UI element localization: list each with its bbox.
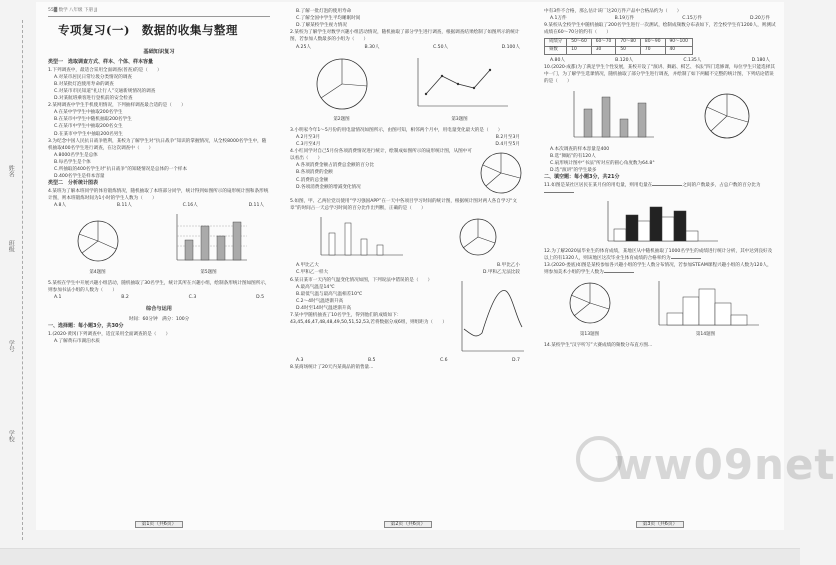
option: D.100人 xyxy=(501,44,520,50)
viewer-bottom-bar xyxy=(0,548,800,565)
type-heading: 类型二 分析统计图表 xyxy=(48,180,99,187)
option-row xyxy=(290,357,526,364)
question-with-figure xyxy=(290,148,526,198)
histogram xyxy=(600,199,720,245)
option: D.对某航班乘客进行登机前的安全检查 xyxy=(54,96,133,102)
table-row: 频数 10 30 50 70 40 xyxy=(545,47,693,55)
option: B.30人 xyxy=(364,44,380,50)
figure xyxy=(560,279,620,339)
question: 10.(2020·成都)为了满足学生个性发展，某校开设了“演讲、舞蹈、棋艺、书法”四门选修课，每位学生只能选择其中一门，为了解学生选课情况，随机抽取了部分学生进行调查，并绘制了如下两幅不完整的统计图，下列结论错误的是（ ） xyxy=(544,65,775,85)
option: D.在某市中学生中抽取200名男生 xyxy=(54,131,123,137)
type-heading: 二、填空题：每小题3分，共21分 xyxy=(544,173,620,180)
figure-row xyxy=(290,54,526,124)
page-footer: 第1页（共6页） xyxy=(48,521,270,528)
option: D.180人 xyxy=(751,58,770,64)
page-title: 专项复习(一) 数据的收集与整理 xyxy=(58,22,238,37)
figure-row xyxy=(48,212,270,276)
option: C.135人 xyxy=(683,58,702,64)
question: 中有3件不合格，那么估计该厂这20万件产品中合格品约为（ ） xyxy=(544,9,682,14)
figure-caption: 第3题图 xyxy=(451,116,468,122)
question: 8.某商场统计了20天内某商品的销售量... xyxy=(290,364,374,370)
option: A.2月至3月 xyxy=(296,134,321,140)
option: B.11人 xyxy=(116,203,132,209)
option: D.甲和乙无法比较 xyxy=(482,270,520,276)
option: A.1 xyxy=(54,294,62,300)
option: C.了解全国中学生平均睡眠时间 xyxy=(296,16,361,22)
figure xyxy=(307,54,377,124)
figure-row xyxy=(290,215,526,259)
pie-chart xyxy=(70,216,126,266)
option: D.各项消费金额的增减变化情况 xyxy=(296,184,361,190)
option-row xyxy=(290,141,526,148)
option: C.16人 xyxy=(182,203,198,209)
option: A.甲比乙大 xyxy=(296,263,319,269)
question: 1.下列调查中，最适合采用全面调查(普查)的是（ ） xyxy=(48,67,162,73)
cut-line xyxy=(22,20,23,540)
pie-chart xyxy=(476,148,526,198)
option: C.50人 xyxy=(433,44,449,50)
option: C.3 xyxy=(188,294,197,300)
type-heading: 类型一 选取调查方式、样本、个体、样本容量 xyxy=(48,58,154,65)
bar-chart xyxy=(566,89,656,143)
question: 3.为纪念中国人民抗日战争胜利，某校为了解学生对“抗日战争”知识的掌握情况，从全校8000名学生中，随机抽取400名学生进行调查，在这次调查中（ ） xyxy=(48,138,267,151)
figure-row xyxy=(544,279,776,339)
question: 1.(2020·黄冈)下列调查中，适宜采用全面调查的是（ ） xyxy=(48,331,171,337)
question: 4.某班为了解本班同学的体育锻炼情况，随机抽取了本班部分同学，统计得到如图所示的扇形统计图和条形统计图，则本班锻炼时间为1小时的学生人数为（ ） xyxy=(48,189,269,202)
option: C.3月至4月 xyxy=(296,141,321,147)
school-label: 学校 xyxy=(7,430,15,442)
option: D.400名学生是样本容量 xyxy=(54,174,105,180)
option: C.扇形统计图中“书法”所对应的圆心角度数为64.8° xyxy=(550,160,655,166)
figure-caption: 第13题图 xyxy=(579,332,600,338)
option: B.选“舞蹈”的有120人 xyxy=(550,153,596,159)
pie-chart xyxy=(700,89,754,143)
question: 9.某校从全校学生中随机抽取了200名学生进行一次测试，绘制成频数分布表如下，若全校学生有1200人，则测试成绩在60～70分的约有（ ） xyxy=(544,23,776,36)
frequency-table xyxy=(544,38,693,55)
option: C.所抽取的400名学生对“抗日战争”的知晓情况是总体的一个样本 xyxy=(54,167,188,173)
option-row xyxy=(544,15,776,22)
option: D.了解某校学生视力情况 xyxy=(296,23,347,29)
option: B.每名学生是个体 xyxy=(54,160,91,166)
option-row xyxy=(290,134,526,141)
option: C.2～4时气温逐渐升高 xyxy=(296,298,344,304)
option: B.120人 xyxy=(615,58,634,64)
option-row xyxy=(48,202,270,209)
option-row xyxy=(290,262,526,269)
type-heading: 一、选择题：每小题3分，共30分 xyxy=(48,323,124,329)
question-with-figure xyxy=(290,277,526,357)
question: 6.某日某市一天内的气温变化情况如图，下列说法中错误的是（ ） xyxy=(290,277,433,283)
figure xyxy=(70,216,126,276)
figure-row xyxy=(544,199,776,245)
line-chart xyxy=(410,54,510,114)
page-1-column xyxy=(48,8,270,528)
watermark: ww09net xyxy=(614,440,836,489)
section-heading: 基础知识复习 xyxy=(143,48,175,55)
figure-caption: 第14题图 xyxy=(695,332,716,338)
question: 14.某校学生“汉字听写”大赛成绩的频数分布直方图... xyxy=(544,343,653,349)
option: A.各项消费金额占消费总金额的百分比 xyxy=(296,163,375,169)
option: C.甲和乙一样大 xyxy=(296,270,329,276)
option: A.3 xyxy=(296,357,304,363)
binding-margin xyxy=(0,0,36,564)
option: B.2 xyxy=(121,294,129,300)
option: C.消费的总金额 xyxy=(296,177,329,183)
option: A.本次调查的样本容量是400 xyxy=(550,146,610,152)
option: A.25人 xyxy=(296,44,311,50)
option: A.在某中学学生中抽取200名学生 xyxy=(54,110,123,116)
question: 3.小明家今年1～5月份的用电量情况如图所示，由图可知，相邻两个月中，用电量变化最大的是（ ） xyxy=(290,127,503,133)
class-label: 班级 xyxy=(7,240,15,252)
question: 7.某中学随机抽查了10名学生，得到他们的成绩如下：43,45,46,47,48,48,49,50,51,52,53,若将数据分成6组，则组距为（ ） xyxy=(290,313,447,326)
option: B.了解一批灯泡的使用寿命 xyxy=(296,9,352,14)
figure-caption: 第4题图 xyxy=(89,269,106,275)
temperature-chart xyxy=(456,277,526,357)
option: B.5 xyxy=(367,357,376,363)
table-row: 成绩分 50～60 60～70 70～80 80～90 90～100 xyxy=(545,39,693,47)
option: D.5 xyxy=(256,294,264,300)
option: D.4时至14时气温逐渐升高 xyxy=(296,305,352,311)
question: 5.某校在学生中开展兴趣小组活动，随机抽取了30名学生，统计其所在兴趣小组，绘制条形统计图如图所示，则参加书法小组的人数为（ ） xyxy=(48,280,270,293)
option: D.7 xyxy=(512,357,520,363)
option-row xyxy=(544,57,776,64)
page-2-column xyxy=(290,8,526,528)
question: 4.小红同学对自己5月份各项消费情况进行统计，绘制成如图所示的扇形统计图，从图中可以看出（ ） xyxy=(290,149,472,162)
page-footer: 第2页（共6页） xyxy=(290,521,526,528)
figure xyxy=(169,212,249,276)
figure xyxy=(410,54,510,124)
option: A.80人 xyxy=(550,58,565,64)
question: 2.某校为了解学生对数学兴趣小组活动情况，随机抽取了部分学生进行调查，根据调查结果绘制了如图所示的统计图，若参加人数最多的小组为（ ） xyxy=(290,30,520,43)
figure-caption: 第5题图 xyxy=(200,269,217,275)
question: 13.(2020·娄底)如图是某校参加各兴趣小组的学生人数分布情况，若参加STEAM课程兴趣小组的人数为120人，则参加美术小组的学生人数为 xyxy=(544,263,772,276)
histogram xyxy=(651,279,761,329)
option: B.2月至3月 xyxy=(495,134,520,140)
option: D.11人 xyxy=(248,203,264,209)
question: 11.如图是某社区居民在某月份的用电量，则用电量在 之间的户数最多，占总户数的百分比为 xyxy=(544,182,776,196)
pie-chart xyxy=(307,54,377,114)
time-info: 时间：60分钟 满分：100分 xyxy=(128,316,190,322)
option: A.1万件 xyxy=(550,16,567,22)
bar-chart xyxy=(315,215,405,259)
figure-row xyxy=(544,89,776,143)
figure xyxy=(651,279,761,339)
option: A.8人 xyxy=(54,203,67,209)
option: B.最低气温与最高气温相差10℃ xyxy=(296,291,363,297)
option: C.15万件 xyxy=(682,16,702,22)
option: B.在某市中学生中随机抽取200名学生 xyxy=(54,117,132,123)
option-row xyxy=(290,269,526,276)
option: C.在某市中学生中抽取200名女生 xyxy=(54,124,123,130)
option: A.了解黄石市湖泊水质 xyxy=(54,338,100,344)
option-row xyxy=(48,294,270,301)
bar-chart xyxy=(169,212,249,266)
option: D.20万件 xyxy=(749,16,770,22)
option: C.6 xyxy=(439,357,448,363)
option: C.对某市市民知道“礼让行人”交通新规情况的调查 xyxy=(54,88,156,94)
figure-caption: 第2题图 xyxy=(333,116,350,122)
pie-chart xyxy=(455,215,501,259)
section-heading: 综合与运用 xyxy=(146,305,172,312)
question: 12.为了解2020届毕业生的体育成绩，某地区从中随机抽取了1000名学生的成绩进行统计分析，其中达到良好及以上的有1320人，则该地区这次毕业生体育成绩的合格率约为 xyxy=(544,248,773,262)
option: B.19万件 xyxy=(614,16,635,22)
question: 2.某网调查中学生手机使用情况，下列抽样调查最合适的是（ ） xyxy=(48,103,186,109)
option: D.选“演讲”的学生最多 xyxy=(550,167,597,173)
option-row xyxy=(290,44,526,51)
option: A.最高气温是14℃ xyxy=(296,284,335,290)
option: A.对某市居民日常垃圾分类情况的调查 xyxy=(54,74,133,80)
question: 5.如图，甲、乙两位党员使用“学习强国APP”在一天中各项目学习时间的统计图，根据统计图对两人各自学习“文章”的时间占一天总学习时间的百分比作出判断，正确的是（ ） xyxy=(290,199,518,212)
option: B.对某批灯泡使用寿命的调查 xyxy=(54,81,114,87)
page-header: 55▓ 数学 八年级 下册 JJ xyxy=(48,8,270,17)
name-label: 姓名 xyxy=(7,165,15,177)
option: A.8000名学生是总体 xyxy=(54,152,98,158)
option: D.4月至5月 xyxy=(495,141,520,147)
pie-chart xyxy=(560,279,620,329)
student-no-label: 学号 xyxy=(7,340,15,352)
page-footer: 第3页（共6页） xyxy=(544,521,776,528)
option: B.甲比乙小 xyxy=(497,263,520,269)
option: B.各项消费的金额 xyxy=(296,170,333,176)
